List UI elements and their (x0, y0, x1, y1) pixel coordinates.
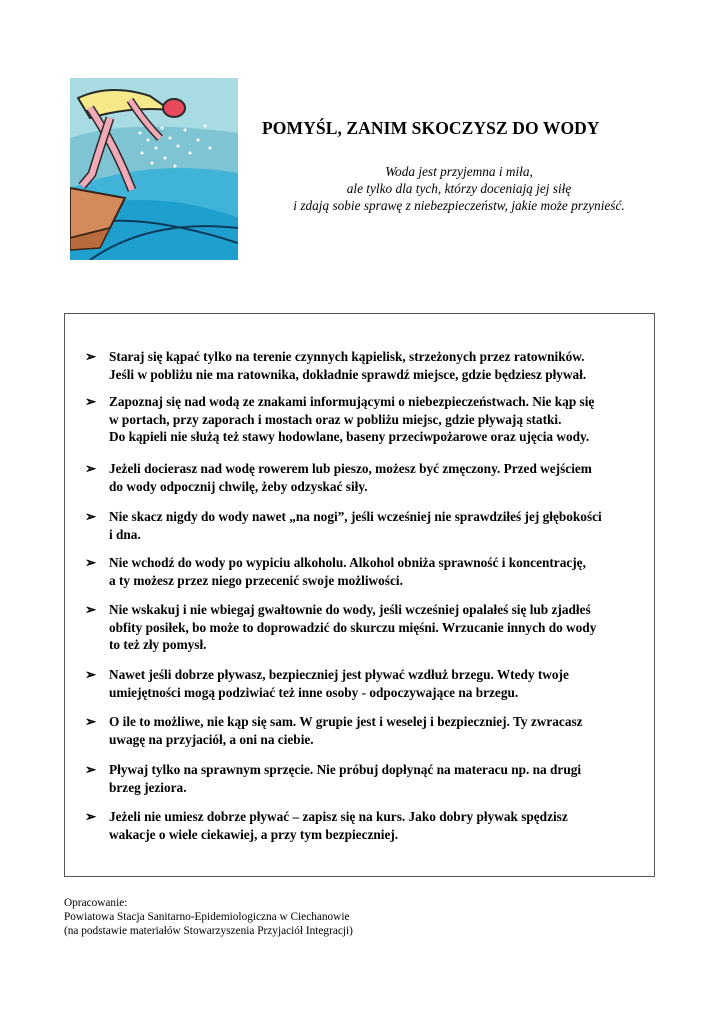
arrow-bullet-icon: ➢ (85, 714, 97, 729)
rule-line: to też zły pomysł. (109, 637, 207, 652)
rule-line: Nie wskakuj i nie wbiegaj gwałtownie do wody, jeśli wcześniej opalałeś się lub zjadłeś (109, 602, 591, 617)
intro-text (250, 163, 668, 214)
arrow-bullet-icon: ➢ (85, 509, 97, 524)
arrow-bullet-icon: ➢ (85, 809, 97, 824)
rule-line: O ile to możliwe, nie kąp się sam. W grupie jest i weselej i bezpieczniej. Ty zwracasz (109, 714, 583, 729)
arrow-bullet-icon: ➢ (85, 555, 97, 570)
rule-line: Nie skacz nigdy do wody nawet „na nogi”, jeśli wcześniej nie sprawdziłeś jej głębokości (109, 509, 602, 524)
rule-line: Nie wchodź do wody po wypiciu alkoholu. Alkohol obniża sprawność i koncentrację, (109, 555, 586, 570)
rule-line: Zapoznaj się nad wodą ze znakami informującymi o niebezpieczeństwach. Nie kąp się (109, 394, 595, 409)
rule-line: umiejętności mogą podziwiać też inne osoby - odpoczywające na brzegu. (109, 684, 519, 700)
rule-line: Do kąpieli nie służą też stawy hodowlane, baseny przeciwpożarowe oraz ujęcia wody. (109, 429, 590, 444)
footer-credits (64, 896, 353, 938)
rule-line: brzeg jeziora. (109, 779, 187, 795)
rule-line: Jeśli w pobliżu nie ma ratownika, dokładnie sprawdź miejsce, gdzie będziesz pływał. (109, 366, 587, 382)
rule-line: Jeżeli docierasz nad wodę rowerem lub pieszo, możesz być zmęczony. Przed wejściem (109, 461, 592, 476)
arrow-bullet-icon: ➢ (85, 461, 97, 476)
rule-line: w portach, przy zaporach i mostach oraz w pobliżu miejsc, gdzie pływają statki. (109, 411, 562, 427)
page-title: POMYŚL, ZANIM SKOCZYSZ DO WODY (262, 118, 600, 138)
footer-line: (na podstawie materiałów Stowarzyszenia Przyjaciół Integracji) (64, 925, 353, 937)
intro-line: ale tylko dla tych, którzy doceniają jej siłę (346, 181, 572, 196)
rule-line: Nawet jeśli dobrze pływasz, bezpieczniej jest pływać wzdłuż brzegu. Wtedy twoje (109, 667, 569, 682)
footer-line: Powiatowa Stacja Sanitarno-Epidemiologiczna w Ciechanowie (64, 911, 350, 923)
arrow-bullet-icon: ➢ (85, 602, 97, 617)
footer-line: Opracowanie: (64, 897, 128, 909)
arrow-bullet-icon: ➢ (85, 349, 97, 364)
rule-line: Jeżeli nie umiesz dobrze pływać – zapisz się na kurs. Jako dobry pływak spędzisz (109, 809, 568, 824)
arrow-bullet-icon: ➢ (85, 394, 97, 409)
intro-line: Woda jest przyjemna i miła, (385, 164, 533, 179)
rule-line: wakacje o wiele ciekawiej, a przy tym bezpieczniej. (109, 826, 399, 842)
rule-line: uwagę na przyjaciół, a oni na ciebie. (109, 731, 314, 747)
intro-line: i zdają sobie sprawę z niebezpieczeństw, jakie może przynieść. (293, 198, 625, 213)
arrow-bullet-icon: ➢ (85, 667, 97, 682)
rule-line: Staraj się kąpać tylko na terenie czynnych kąpielisk, strzeżonych przez ratowników. (109, 349, 585, 364)
safety-rules-box (64, 313, 655, 877)
arrow-bullet-icon: ➢ (85, 762, 97, 777)
rule-line: a ty możesz przez niego przecenić swoje możliwości. (109, 572, 403, 588)
rule-line: obfity posiłek, bo może to doprowadzić do skurczu mięśni. Wrzucanie innych do wody (109, 619, 597, 635)
rule-line: do wody odpocznij chwilę, żeby odzyskać siły. (109, 478, 368, 494)
rule-line: Pływaj tylko na sprawnym sprzęcie. Nie próbuj dopłynąć na materacu np. na drugi (109, 762, 582, 777)
rule-line: i dna. (109, 526, 141, 542)
diver-illustration (70, 78, 238, 260)
